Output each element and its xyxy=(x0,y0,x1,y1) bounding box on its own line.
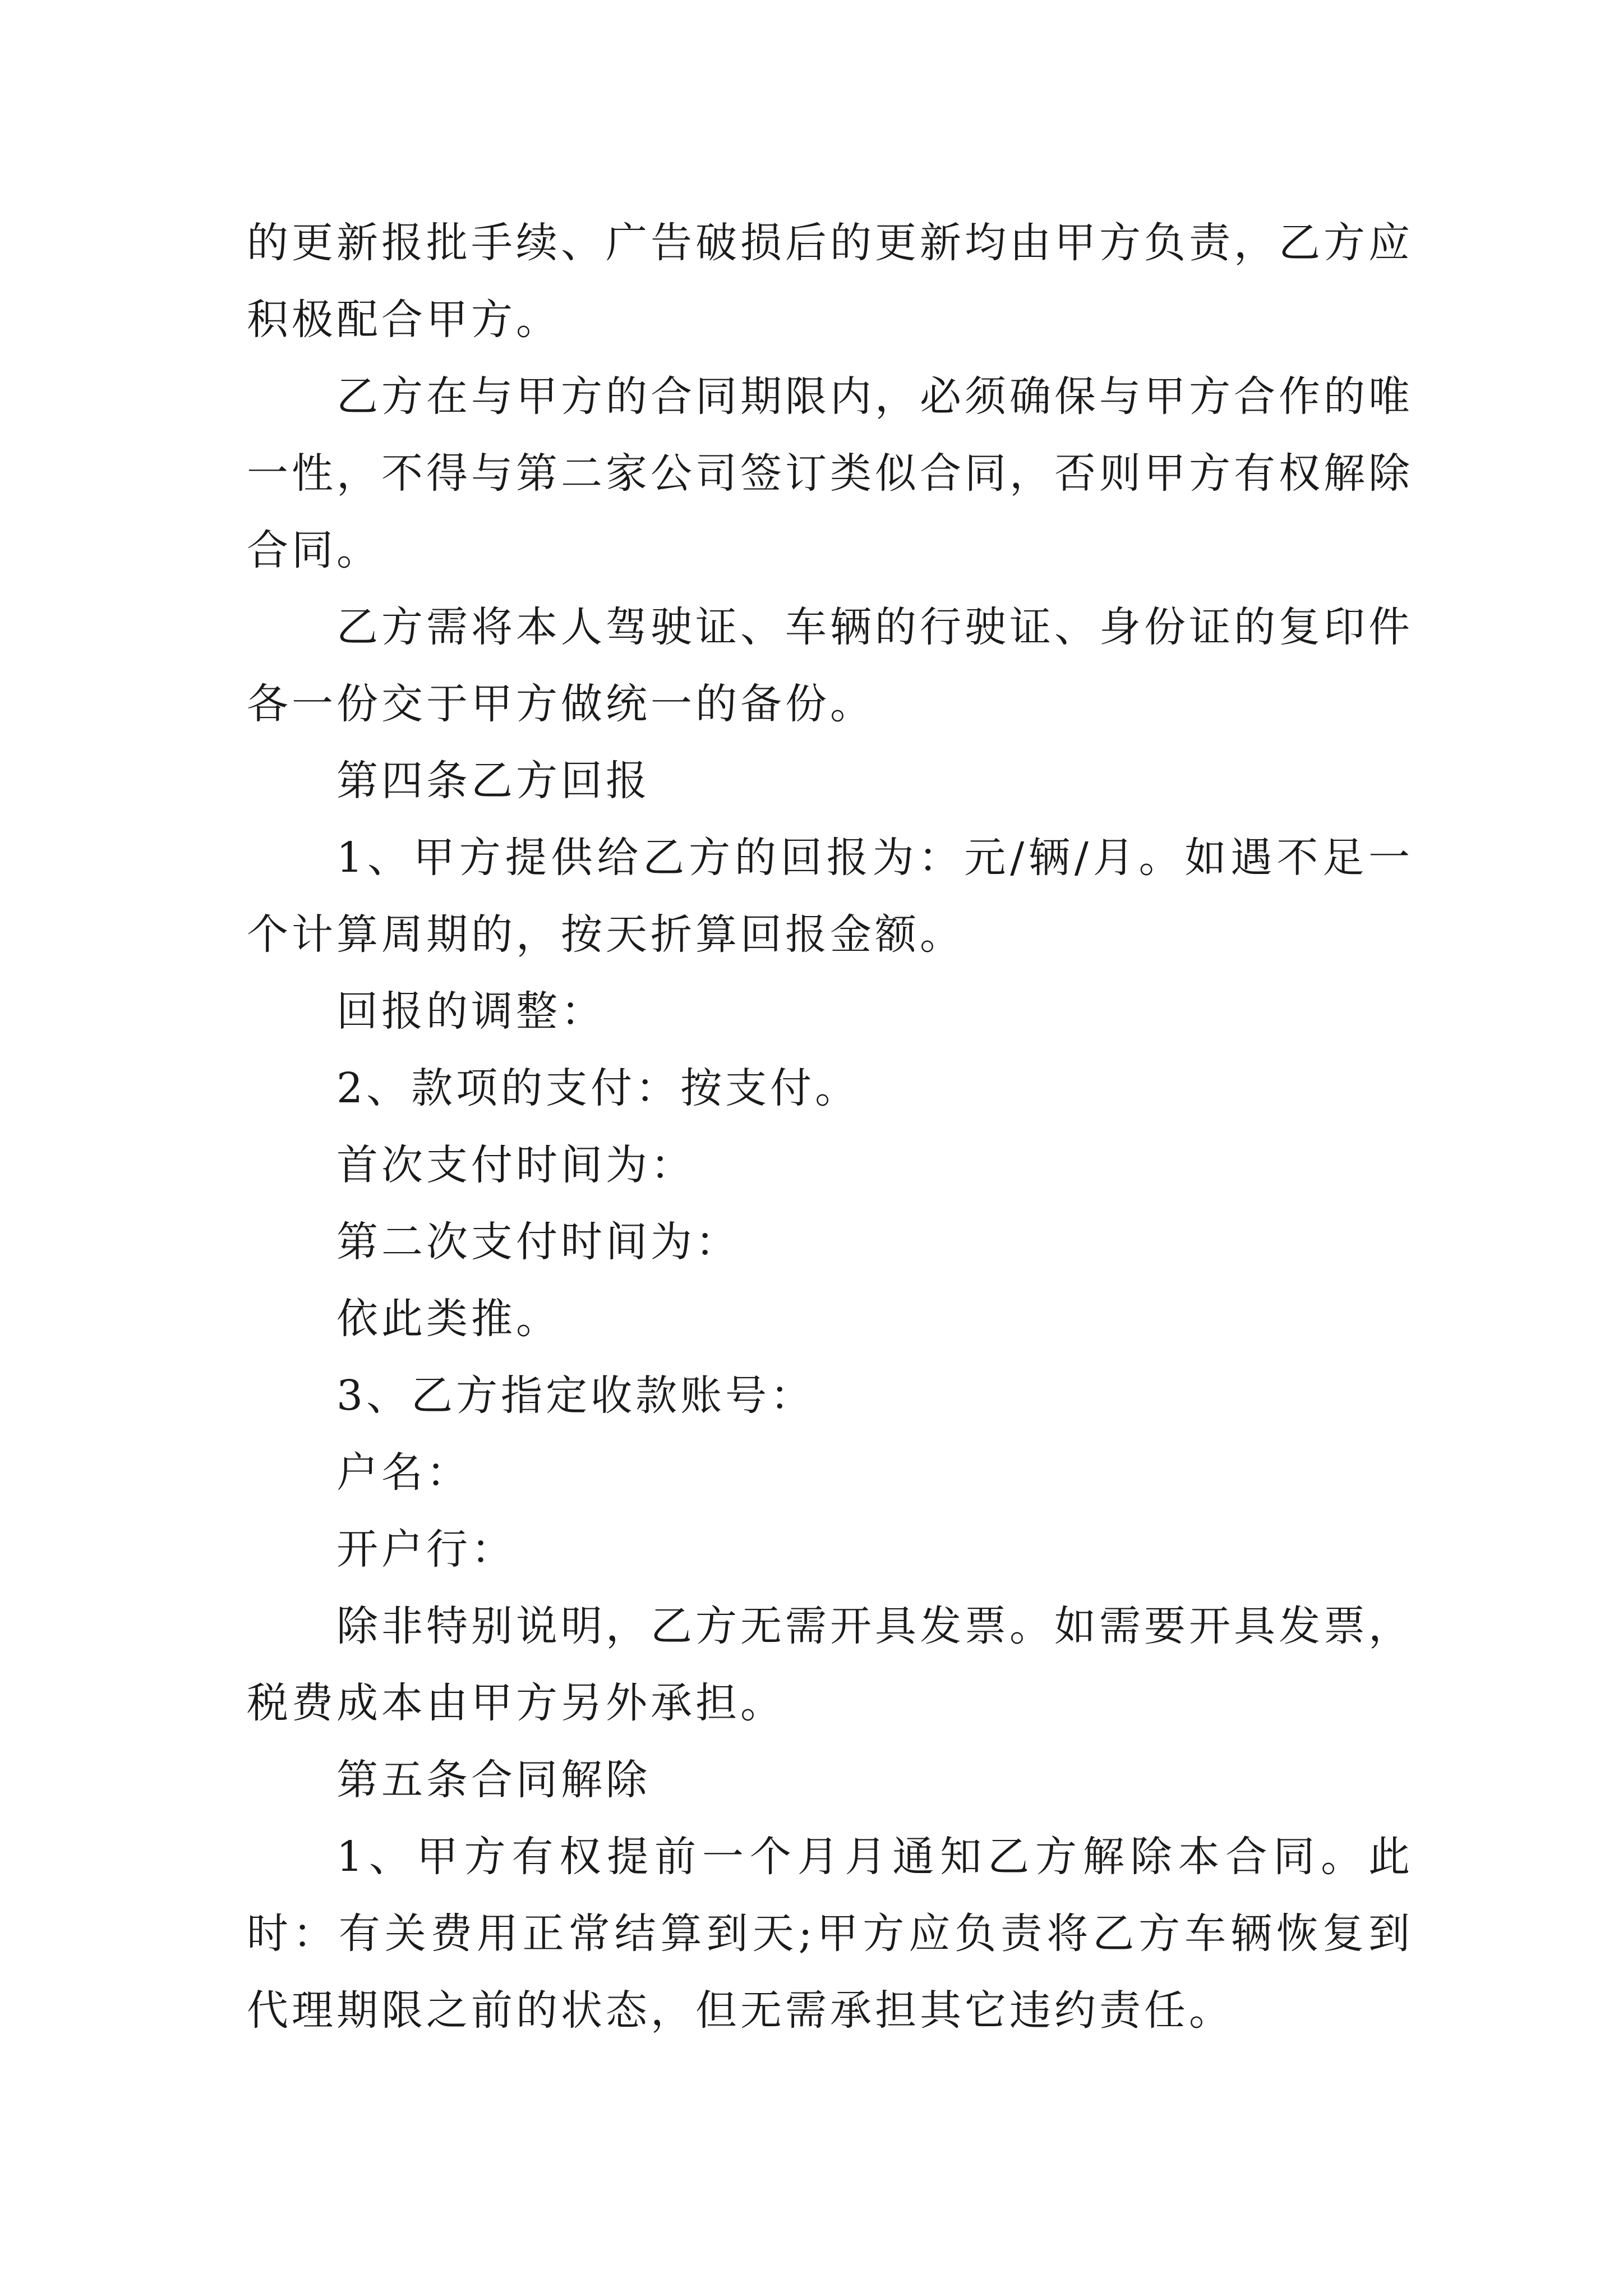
paragraph-document-copies: 乙方需将本人驾驶证、车辆的行驶证、身份证的复印件各一份交于甲方做统一的备份。 xyxy=(247,603,1413,728)
document-body xyxy=(247,205,1413,2049)
heading-article-4: 第四条乙方回报 xyxy=(336,757,651,805)
paragraph-return-adjustment: 回报的调整： xyxy=(336,987,606,1036)
paragraph-account-name: 户名： xyxy=(336,1448,471,1497)
heading-article-5: 第五条合同解除 xyxy=(336,1756,651,1804)
paragraph-first-payment: 首次支付时间为： xyxy=(336,1141,695,1189)
paragraph-receiving-account: 3、乙方指定收款账号： xyxy=(336,1372,815,1420)
paragraph-return-amount: 1、甲方提供给乙方的回报为：元/辆/月。如遇不足一个计算周期的，按天折算回报金额。 xyxy=(247,834,1413,959)
paragraph-termination: 1、甲方有权提前一个月月通知乙方解除本合同。此时：有关费用正常结算到天;甲方应负责将乙方车辆恢复到代理期限之前的状态，但无需承担其它违约责任。 xyxy=(247,1833,1413,2035)
paragraph-invoice: 除非特别说明，乙方无需开具发票。如需要开具发票，税费成本由甲方另外承担。 xyxy=(247,1602,1413,1727)
paragraph-bank: 开户行： xyxy=(336,1525,516,1573)
paragraph-second-payment: 第二次支付时间为： xyxy=(336,1218,740,1266)
paragraph-renewal-continuation: 的更新报批手续、广告破损后的更新均由甲方负责，乙方应积极配合甲方。 xyxy=(247,219,1413,344)
paragraph-and-so-on: 依此类推。 xyxy=(336,1295,561,1343)
paragraph-payment-method: 2、款项的支付：按支付。 xyxy=(336,1064,860,1112)
paragraph-exclusivity: 乙方在与甲方的合同期限内，必须确保与甲方合作的唯一性，不得与第二家公司签订类似合同，否则甲方有权解除合同。 xyxy=(247,372,1413,574)
